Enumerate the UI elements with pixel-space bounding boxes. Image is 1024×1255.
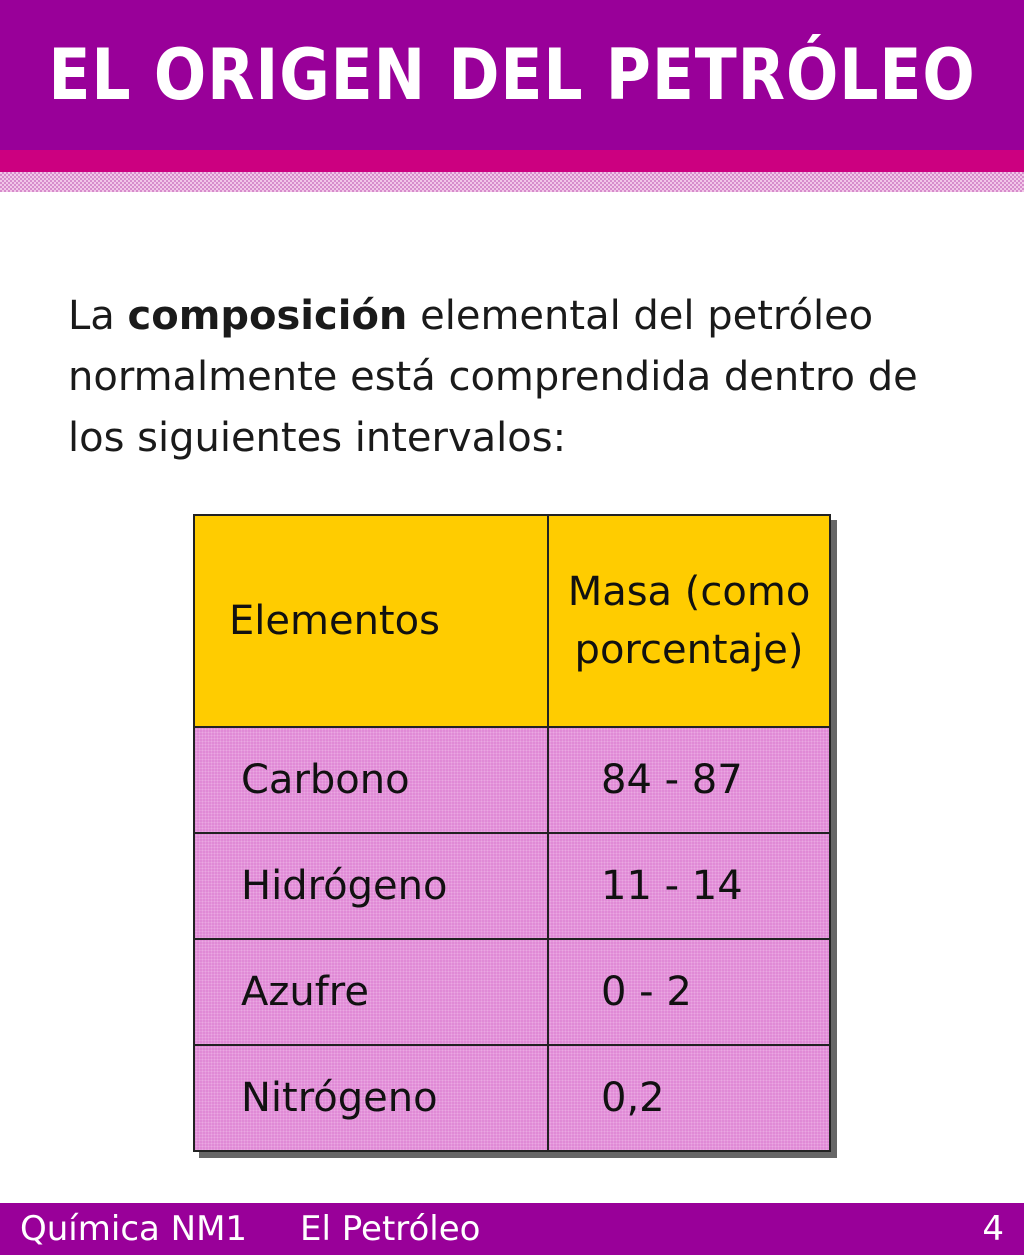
table-header-row <box>194 515 830 727</box>
footer-topic: El Petróleo <box>300 1209 481 1249</box>
element-cell: Carbono <box>194 727 548 833</box>
table-row <box>194 833 830 939</box>
table-row <box>194 727 830 833</box>
header-dither-stripe <box>0 172 1024 192</box>
footer-bar <box>0 1203 1024 1255</box>
mass-cell: 0 - 2 <box>548 939 830 1045</box>
intro-text-before: La <box>68 293 128 339</box>
footer-course: Química NM1 <box>20 1209 248 1249</box>
page-title: EL ORIGEN DEL PETRÓLEO <box>48 34 976 116</box>
table-row <box>194 1045 830 1151</box>
intro-text-after: elemental del petróleo normalmente está comprendida dentro de los siguientes intervalos: <box>68 293 918 461</box>
intro-bold-word: composición <box>127 293 408 339</box>
element-cell: Nitrógeno <box>194 1045 548 1151</box>
mass-cell: 84 - 87 <box>548 727 830 833</box>
header-stripe <box>0 150 1024 172</box>
header-mass: Masa (como porcentaje) <box>548 515 830 727</box>
mass-cell: 11 - 14 <box>548 833 830 939</box>
element-cell: Azufre <box>194 939 548 1045</box>
footer-page-number: 4 <box>982 1209 1004 1249</box>
header-bar <box>0 0 1024 150</box>
mass-cell: 0,2 <box>548 1045 830 1151</box>
table-row <box>194 939 830 1045</box>
composition-table <box>193 514 831 1152</box>
intro-paragraph <box>68 286 968 469</box>
element-cell: Hidrógeno <box>194 833 548 939</box>
header-elements: Elementos <box>194 515 548 727</box>
